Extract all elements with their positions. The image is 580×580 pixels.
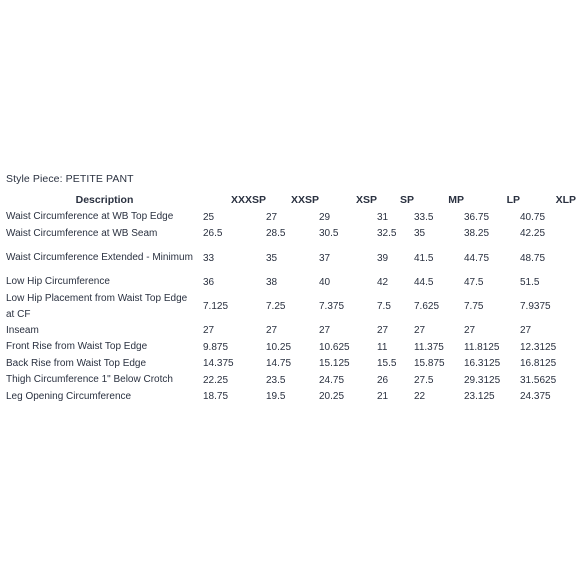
row-description: Waist Circumference at WB Seam <box>6 227 158 239</box>
measurement-cell: 26.5 <box>203 228 223 240</box>
measurement-cell: 51.5 <box>520 276 540 288</box>
measurement-cell: 27 <box>319 325 331 337</box>
measurement-cell: 29.3125 <box>464 374 501 386</box>
measurement-cell: 47.5 <box>464 276 484 288</box>
row-description: Front Rise from Waist Top Edge <box>6 341 148 353</box>
table-row <box>6 291 576 323</box>
measurement-cell: 27 <box>266 211 278 223</box>
measurement-cell: 29 <box>319 211 331 223</box>
measurement-cell: 7.125 <box>203 301 229 312</box>
measurement-cell: 38.25 <box>464 228 490 240</box>
measurement-cell: 39 <box>377 252 389 264</box>
measurement-cell: 7.625 <box>414 301 440 312</box>
measurement-cell: 42 <box>377 276 389 288</box>
measurement-cell: 27.5 <box>414 374 434 386</box>
row-description: Waist Circumference at WB Top Edge <box>6 211 174 223</box>
measurement-cell: 15.875 <box>414 358 445 370</box>
measurement-cell: 27 <box>377 325 389 337</box>
measurement-cell: 36 <box>203 276 215 288</box>
measurement-cell: 42.25 <box>520 228 546 240</box>
measurement-cell: 44.5 <box>414 276 434 288</box>
measurement-cell: 28.5 <box>266 228 286 240</box>
measurement-cell: 30.5 <box>319 228 339 240</box>
measurement-cell: 11.375 <box>414 341 444 353</box>
measurement-cell: 22.25 <box>203 374 229 386</box>
measurement-cell: 23.5 <box>266 374 286 386</box>
table-row <box>6 209 576 226</box>
column-header-description: Description <box>75 194 134 206</box>
column-header-mp: MP <box>448 194 464 206</box>
measurement-cell: 27 <box>266 325 278 337</box>
measurement-cell: 48.75 <box>520 252 546 264</box>
measurement-cell: 33 <box>203 252 215 264</box>
measurement-cell: 44.75 <box>464 252 490 264</box>
row-description: Leg Opening Circumference <box>6 390 132 402</box>
measurement-cell: 40 <box>319 276 331 288</box>
column-header-xxxsp: XXXSP <box>230 194 266 206</box>
measurement-cell: 16.8125 <box>520 358 557 370</box>
measurement-cell: 7.75 <box>464 301 484 312</box>
measurement-cell: 11.8125 <box>464 341 500 353</box>
measurement-cell: 12.3125 <box>520 341 557 353</box>
measurement-cell: 31 <box>377 211 389 223</box>
measurement-cell: 32.5 <box>377 228 397 240</box>
measurement-cell: 31.5625 <box>520 374 557 386</box>
style-piece-title: Style Piece: PETITE PANT <box>6 173 134 185</box>
measurement-cell: 26 <box>377 374 389 386</box>
measurement-cell: 35 <box>266 252 278 264</box>
measurement-cell: 40.75 <box>520 211 546 223</box>
measurement-cell: 27 <box>520 325 532 337</box>
measurement-cell: 22 <box>414 391 426 403</box>
table-row <box>6 323 576 340</box>
table-row <box>6 356 576 373</box>
row-description: Thigh Circumference 1" Below Crotch <box>6 374 173 386</box>
measurement-cell: 24.375 <box>520 391 551 403</box>
measurement-cell: 10.25 <box>266 341 292 353</box>
table-row <box>6 242 576 274</box>
table-header-row <box>6 191 576 209</box>
measurement-cell: 24.75 <box>319 374 345 386</box>
column-header-sp: SP <box>399 194 414 206</box>
measurement-cell: 15.5 <box>377 358 397 370</box>
measurement-cell: 25 <box>203 211 215 223</box>
measurement-cell: 33.5 <box>414 211 434 223</box>
measurement-cell: 41.5 <box>414 252 434 264</box>
measurement-cell: 27 <box>203 325 215 337</box>
measurement-cell: 36.75 <box>464 211 490 223</box>
measurement-cell: 20.25 <box>319 391 345 403</box>
column-header-xxsp: XXSP <box>290 194 319 206</box>
measurement-cell: 27 <box>464 325 476 337</box>
measurement-cell: 11 <box>377 341 388 353</box>
measurement-cell: 10.625 <box>319 341 350 353</box>
measurement-cell: 7.9375 <box>520 301 551 312</box>
row-description: Inseam <box>6 324 39 336</box>
measurement-cell: 19.5 <box>266 391 286 403</box>
table-row <box>6 389 576 406</box>
column-header-lp: LP <box>506 194 520 206</box>
row-description: Low Hip Circumference <box>6 276 110 288</box>
measurement-cell: 14.75 <box>266 358 292 370</box>
measurement-cell: 7.25 <box>266 301 286 312</box>
measurement-cell: 7.375 <box>319 301 345 312</box>
table-row <box>6 226 576 243</box>
measurement-cell: 27 <box>414 325 426 337</box>
table-row <box>6 274 576 291</box>
measurement-cell: 9.875 <box>203 341 229 353</box>
row-description: Low Hip Placement from Waist Top Edge at CF <box>6 292 188 320</box>
row-description: Waist Circumference Extended - Minimum <box>6 252 193 263</box>
measurement-cell: 38 <box>266 276 278 288</box>
table-row <box>6 372 576 389</box>
measurement-cell: 35 <box>414 228 426 240</box>
spec-sheet <box>6 172 576 405</box>
measurement-cell: 16.3125 <box>464 358 501 370</box>
measurement-cell: 37 <box>319 252 331 264</box>
measurement-cell: 21 <box>377 391 389 403</box>
measurement-cell: 14.375 <box>203 358 234 370</box>
measurement-cell: 23.125 <box>464 391 495 403</box>
column-header-xlp: XLP <box>555 194 576 206</box>
measurement-cell: 18.75 <box>203 391 229 403</box>
measurement-cell: 15.125 <box>319 358 350 370</box>
measurement-table <box>6 191 576 405</box>
row-description: Back Rise from Waist Top Edge <box>6 357 147 369</box>
table-row <box>6 339 576 356</box>
measurement-cell: 7.5 <box>377 301 391 312</box>
column-header-xsp: XSP <box>355 194 377 206</box>
